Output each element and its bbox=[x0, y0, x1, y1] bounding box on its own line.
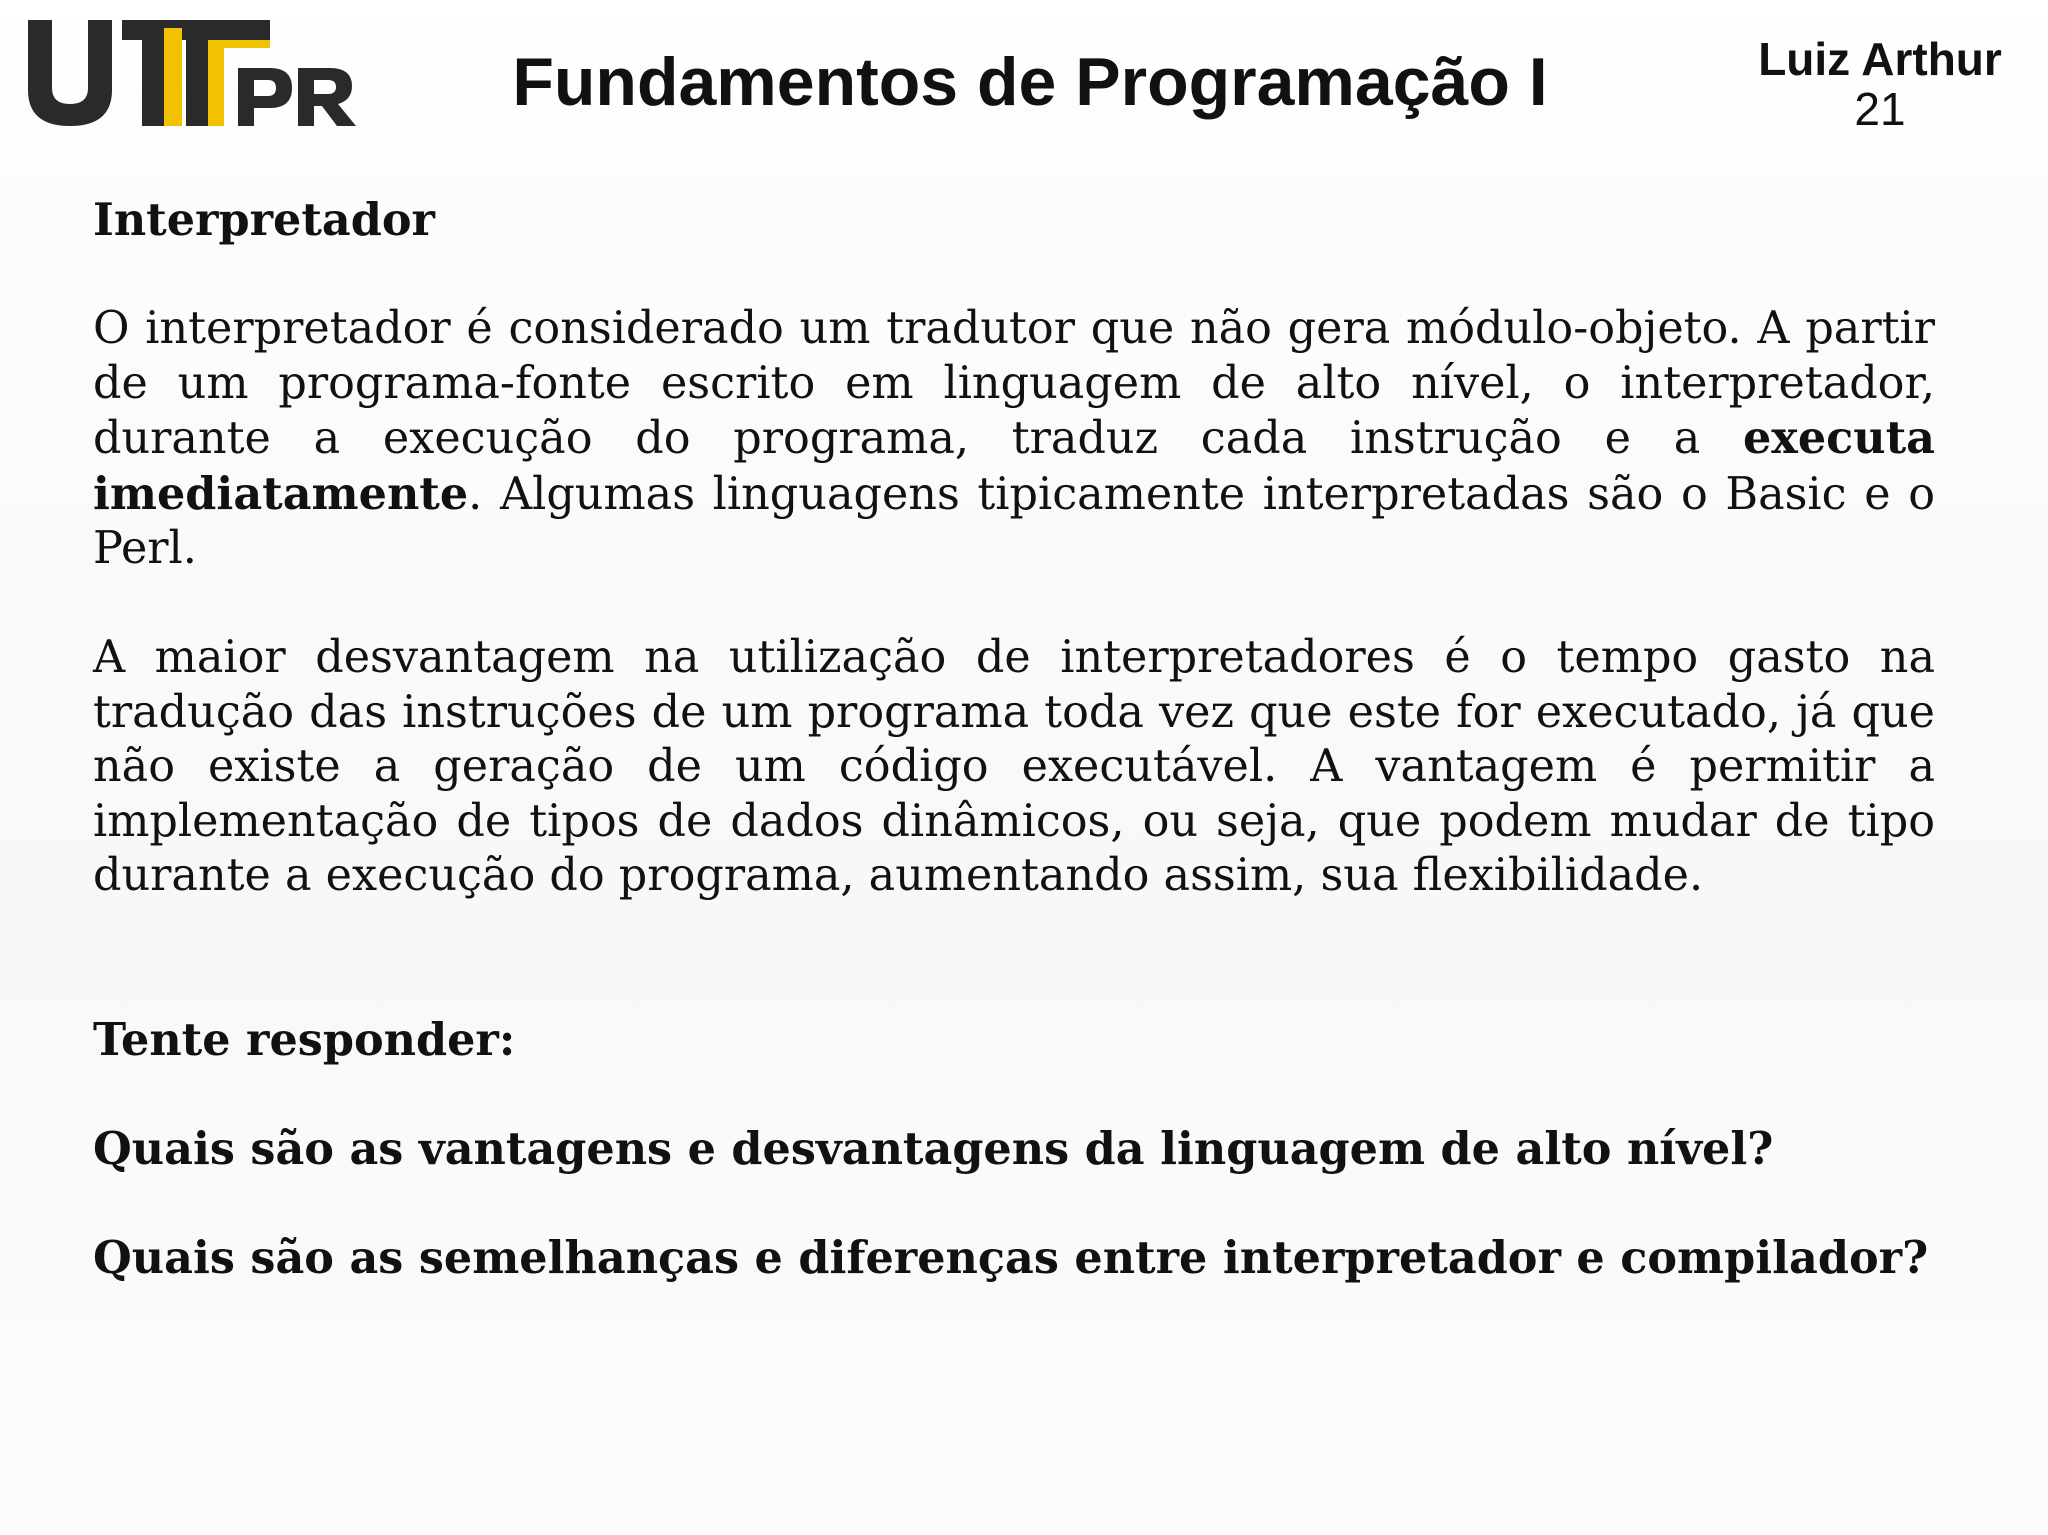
question-1: Quais são as vantagens e desvantagens da linguagem de alto nível? bbox=[93, 1122, 1774, 1175]
emphasis-text: executa imediatamente bbox=[93, 412, 1935, 520]
section-heading: Interpretador bbox=[93, 194, 435, 246]
course-title: Fundamentos de Programação I bbox=[512, 44, 1548, 120]
paragraph-text: . Algumas linguagens tipicamente interpretadas são o Basic e o Perl. bbox=[93, 468, 1935, 574]
question-2: Quais são as semelhanças e diferenças entre interpretador e compilador? bbox=[93, 1231, 1929, 1284]
paragraph-text: O interpretador é considerado um tradutor que não gera módulo-objeto. A partir de um programa-fonte escrito em linguagem de alto nível, o interpretador, durante a execução do programa, traduz cada instrução e a bbox=[93, 303, 1935, 464]
paragraph-interpreter-definition bbox=[93, 302, 1935, 577]
author-name: Luiz Arthur bbox=[1758, 33, 2002, 85]
utfpr-logo bbox=[26, 18, 366, 128]
slide-content bbox=[93, 193, 1935, 1285]
page-number: 21 bbox=[1854, 83, 1906, 135]
paragraph-disadvantage: A maior desvantagem na utilização de interpretadores é o tempo gasto na tradução das instruções de um programa toda vez que este for executado, já que não existe a geração de um código executável. A vantagem é permitir a implementação de tipos de dados dinâmicos, ou seja, que podem mudar de tipo durante a execução do programa, aumentando assim, sua flexibilidade. bbox=[93, 632, 1935, 901]
exercise-heading: Tente responder: bbox=[93, 1013, 516, 1066]
